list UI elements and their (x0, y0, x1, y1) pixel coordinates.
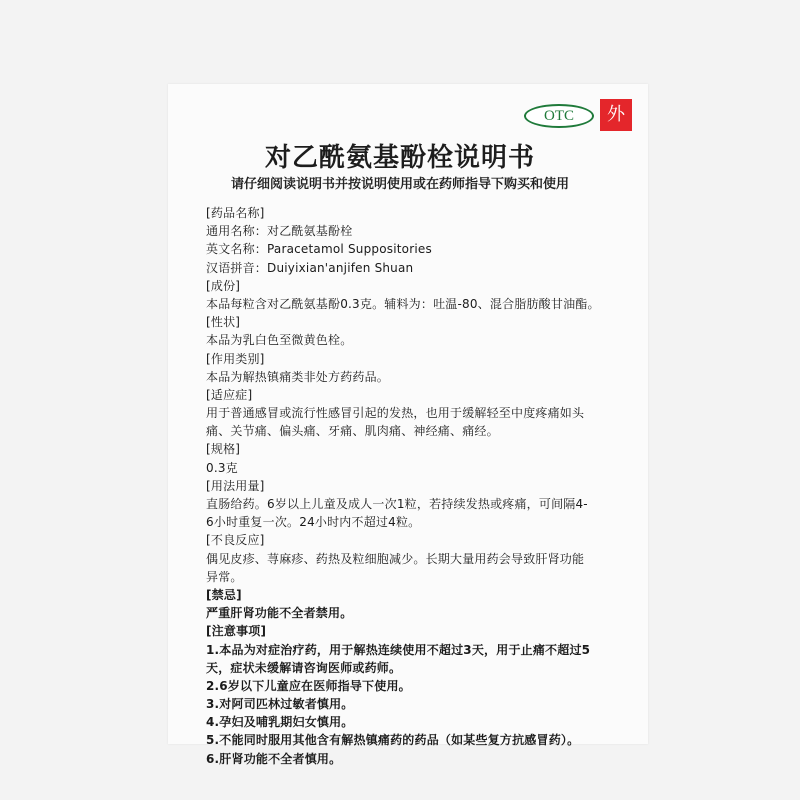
section-heading: [规格] (206, 442, 241, 457)
body-text-line: 痛、关节痛、偏头痛、牙痛、肌肉痛、神经痛、痛经。 (206, 424, 499, 439)
body-text-line: 天，症状未缓解请咨询医师或药师。 (206, 660, 402, 675)
body-text-line: 1.本品为对症治疗药，用于解热连续使用不超过3天，用于止痛不超过5 (206, 642, 591, 657)
body-text-line: 5.不能同时服用其他含有解热镇痛药的药品（如某些复方抗感冒药）。 (206, 733, 580, 748)
section-heading: [用法用量] (206, 478, 265, 493)
section-heading: [不良反应] (206, 533, 265, 548)
leaflet-body (206, 204, 626, 768)
section-heading: [性状] (206, 315, 241, 330)
body-text-line: 4.孕妇及哺乳期妇女慎用。 (206, 715, 354, 730)
body-text-line: 6.肝肾功能不全者慎用。 (206, 751, 342, 766)
body-text-line: 用于普通感冒或流行性感冒引起的发热，也用于缓解轻至中度疼痛如头 (206, 406, 585, 421)
body-text-line: 6小时重复一次。24小时内不超过4粒。 (206, 515, 421, 530)
section-heading: [适应症] (206, 387, 253, 402)
body-text-line: 本品为乳白色至微黄色栓。 (206, 333, 353, 348)
body-text-line: 本品每粒含对乙酰氨基酚0.3克。辅料为：吐温-80、混合脂肪酸甘油酯。 (206, 296, 600, 311)
body-text-line: 严重肝肾功能不全者禁用。 (206, 606, 353, 621)
section-heading: [成份] (206, 278, 241, 293)
section-heading: [作用类别] (206, 351, 265, 366)
body-text-line: 通用名称：对乙酰氨基酚栓 (206, 224, 353, 239)
section-heading: [药品名称] (206, 206, 265, 220)
body-text-line: 异常。 (206, 569, 243, 584)
otc-badge: OTC (524, 104, 594, 128)
body-text-line: 0.3克 (206, 460, 238, 475)
body-text-line: 2.6岁以下儿童应在医师指导下使用。 (206, 678, 411, 693)
body-text-line: 英文名称：Paracetamol Suppositories (206, 242, 432, 257)
document-subtitle: 请仔细阅读说明书并按说明使用或在药师指导下购买和使用 (230, 177, 569, 192)
body-text-line: 汉语拼音：Duiyixian'anjifen Shuan (206, 260, 414, 275)
body-text-line: 3.对阿司匹林过敏者慎用。 (206, 697, 354, 712)
document-title: 对乙酰氨基酚栓说明书 (264, 143, 535, 173)
body-text-line: 直肠给药。6岁以上儿童及成人一次1粒，若持续发热或疼痛，可间隔4- (206, 497, 588, 511)
external-use-badge: 外 (600, 99, 632, 131)
section-heading: [禁忌] (206, 587, 242, 602)
body-text-line: 本品为解热镇痛类非处方药药品。 (206, 369, 390, 384)
body-text-line: 偶见皮疹、荨麻疹、药热及粒细胞减少。长期大量用药会导致肝肾功能 (206, 551, 585, 566)
section-heading: [注意事项] (206, 624, 267, 639)
